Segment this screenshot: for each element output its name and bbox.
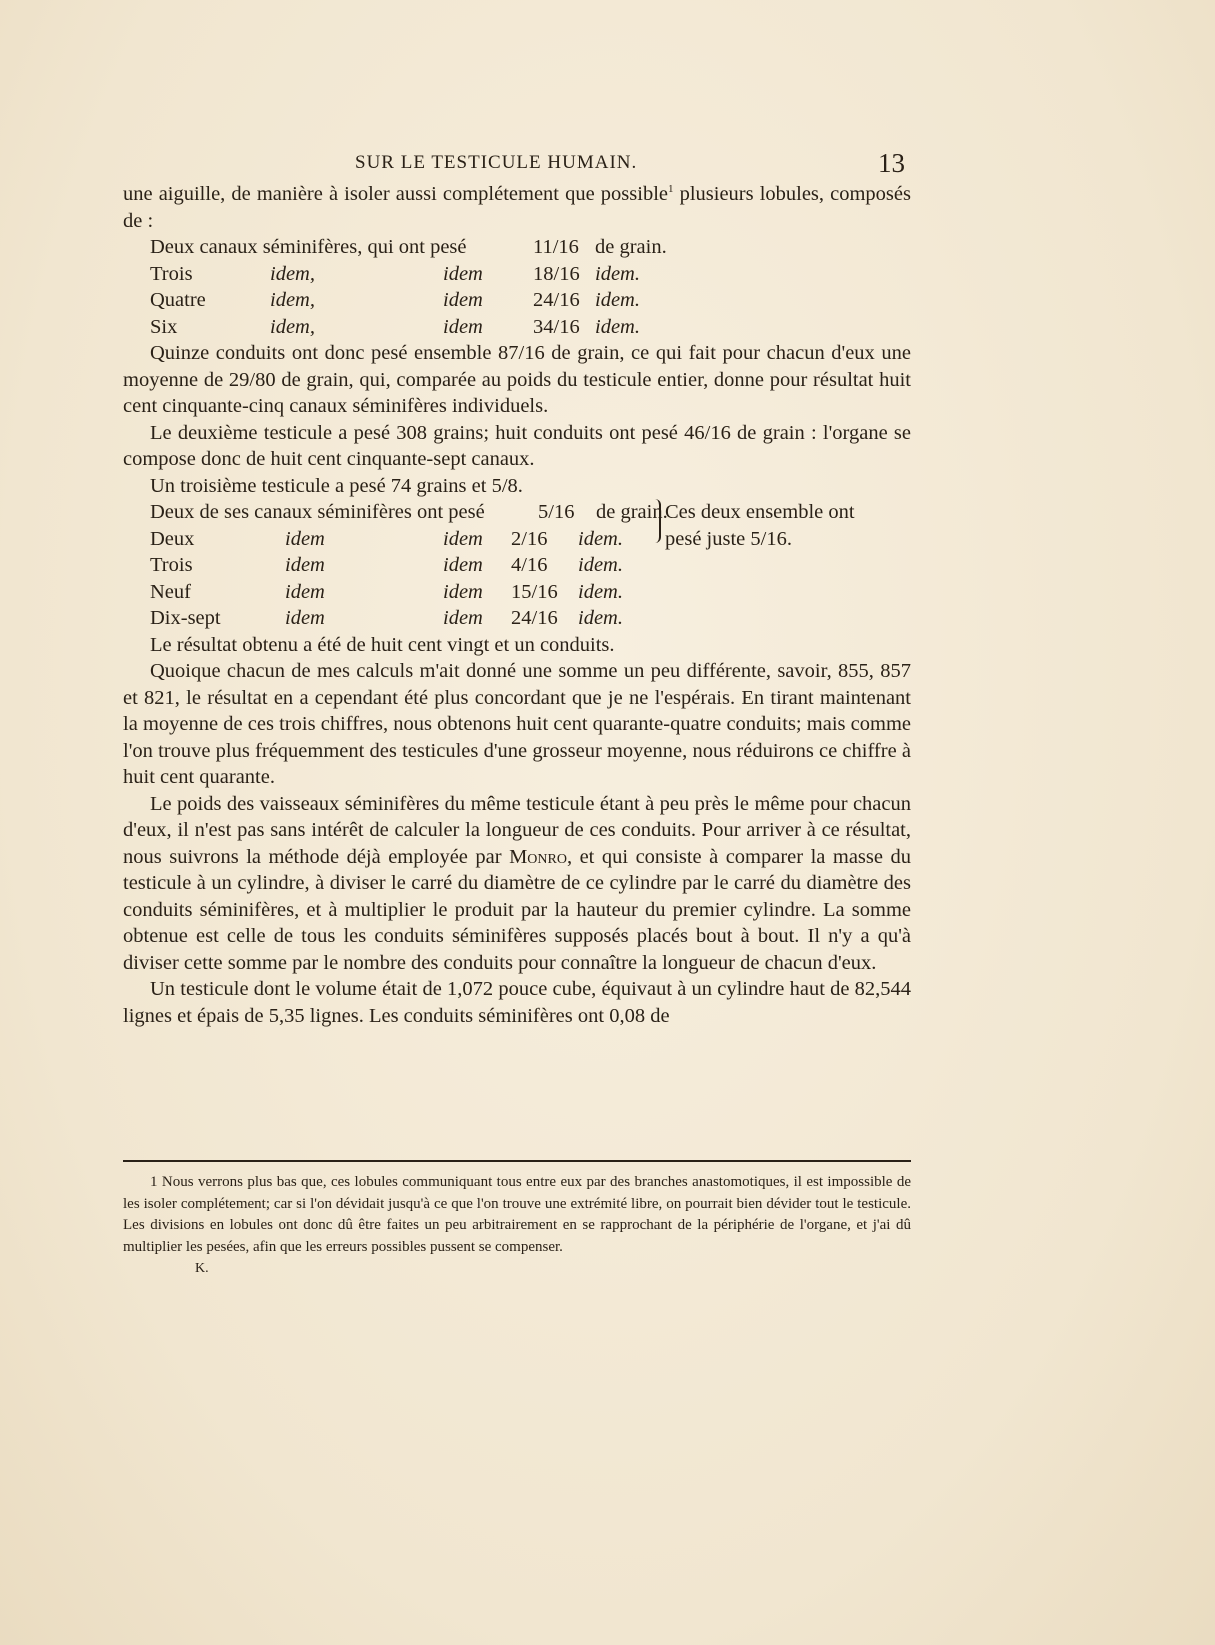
table-cell: idem. bbox=[595, 262, 640, 285]
table-row bbox=[123, 526, 911, 553]
table-cell: 34/16 bbox=[533, 315, 580, 338]
table-row bbox=[123, 314, 911, 341]
paragraph-text: plusieurs lobules, composés de : bbox=[123, 183, 911, 232]
table-cell: idem bbox=[285, 527, 325, 550]
table-cell: idem bbox=[443, 289, 483, 311]
weights-table-2 bbox=[123, 499, 911, 632]
table-cell: idem, bbox=[270, 262, 315, 285]
table-cell: 24/16 bbox=[511, 607, 558, 629]
table-row bbox=[123, 499, 911, 526]
footnote-rule bbox=[123, 1160, 911, 1162]
table-row bbox=[123, 579, 911, 606]
paragraph: Un troisième testicule a pesé 74 grains et 5/8. bbox=[150, 474, 523, 497]
table-cell: 15/16 bbox=[511, 580, 558, 603]
page-header bbox=[0, 148, 1215, 178]
footnote-text: Nous verrons plus bas que, ces lobules communiquant tous entre eux par des branches anastomotiques, il est impossible de les isoler complétement; car si l'on dévidait jusqu'à ce que l'on trouve une extrémité libre, on pourrait bien dévider tout le testicule. Les divisions en lobules ont donc dû être faites un peu arbitrairement en se rapprochant de la périphérie de l'organe, et j'ai dû multiplier les pesées, afin que les erreurs possibles pussent se compenser. bbox=[123, 1174, 911, 1255]
page-number: 13 bbox=[878, 148, 905, 178]
footnotes bbox=[123, 1172, 911, 1280]
table-cell: 5/16 bbox=[538, 501, 575, 523]
table-cell: Trois bbox=[150, 262, 193, 285]
table-cell: Neuf bbox=[150, 580, 191, 603]
paragraph-text: une aiguille, de manière à isoler aussi complétement que possible bbox=[123, 183, 668, 205]
table-cell: Trois bbox=[150, 554, 193, 576]
table-row bbox=[123, 261, 911, 288]
table-cell: idem bbox=[443, 527, 483, 550]
table-cell: idem. bbox=[578, 554, 623, 576]
table-cell: 4/16 bbox=[511, 554, 548, 576]
table-cell: de grain. bbox=[596, 501, 668, 523]
table-row bbox=[123, 287, 911, 314]
table-cell: Deux bbox=[150, 527, 195, 550]
paragraph-text: Le poids des vaisseaux séminifères du même testicule étant à peu près le même pour chacun d'eux, il n'est pas sans intérêt de calculer la longueur de ces conduits. Pour arriver à ce résultat, nous suivrons la méthode déjà employée par bbox=[123, 792, 911, 868]
table-cell: idem. bbox=[578, 607, 623, 629]
footnote-marker: 1 bbox=[150, 1174, 158, 1190]
author-name: Monro bbox=[509, 845, 567, 868]
table-cell: idem. bbox=[578, 527, 623, 550]
footnote-signature: K. bbox=[195, 1261, 209, 1276]
table-cell: idem bbox=[443, 607, 483, 629]
table-cell: idem. bbox=[578, 580, 623, 603]
table-row bbox=[123, 552, 911, 579]
table-cell: 2/16 bbox=[511, 527, 548, 550]
body-text bbox=[123, 181, 911, 1029]
paragraph: Quinze conduits ont donc pesé ensemble 87/16 de grain, ce qui fait pour chacun d'eux une moyenne de 29/80 de grain, qui, comparée au poids du testicule entier, donne pour résultat huit cent cinquante-cinq canaux séminifères individuels. bbox=[123, 342, 911, 417]
paragraph bbox=[123, 181, 911, 234]
table-cell: 18/16 bbox=[533, 262, 580, 285]
table-cell: Quatre bbox=[150, 289, 206, 311]
table-cell: idem. bbox=[595, 315, 640, 338]
table-row bbox=[123, 234, 911, 261]
table-note: Ces deux ensemble ont bbox=[665, 501, 855, 523]
table-cell: Deux canaux séminifères, qui ont pesé bbox=[150, 236, 467, 258]
paragraph: Le résultat obtenu a été de huit cent vingt et un conduits. bbox=[150, 633, 615, 656]
running-title: SUR LE TESTICULE HUMAIN. bbox=[355, 152, 638, 173]
footnote-ref: 1 bbox=[667, 183, 674, 196]
table-cell: idem bbox=[285, 607, 325, 629]
table-cell: 11/16 bbox=[533, 236, 579, 258]
weights-table-1 bbox=[123, 234, 911, 340]
footnote bbox=[123, 1172, 911, 1258]
table-cell: idem bbox=[285, 580, 325, 603]
table-cell: 24/16 bbox=[533, 289, 580, 311]
paragraph bbox=[123, 791, 911, 977]
table-cell: Dix-sept bbox=[150, 607, 221, 629]
table-cell: idem. bbox=[595, 289, 640, 311]
table-cell: Six bbox=[150, 315, 178, 338]
table-cell: idem bbox=[443, 554, 483, 576]
table-cell: idem bbox=[443, 315, 483, 338]
paragraph: Quoique chacun de mes calculs m'ait donné une somme un peu différente, savoir, 855, 857 et 821, le résultat en a cependant été plus concordant que je ne l'espérais. En tirant maintenant la moyenne de ces trois chiffres, nous obtenons huit cent quarante-quatre conduits; mais comme l'on trouve plus fréquemment des testicules d'une grosseur moyenne, nous réduirons ce chiffre à huit cent quarante. bbox=[123, 660, 911, 788]
paragraph: Un testicule dont le volume était de 1,072 pouce cube, équivaut à un cylindre haut de 82,544 lignes et épais de 5,35 lignes. Les conduits séminifères ont 0,08 de bbox=[123, 978, 911, 1027]
table-row bbox=[123, 605, 911, 632]
table-cell: Deux de ses canaux séminifères ont pesé bbox=[150, 501, 485, 523]
table-cell: idem, bbox=[270, 315, 315, 338]
table-cell: idem bbox=[443, 580, 483, 603]
table-cell: idem, bbox=[270, 289, 315, 311]
table-cell: idem bbox=[443, 262, 483, 285]
table-cell: idem bbox=[285, 554, 325, 576]
paragraph: Le deuxième testicule a pesé 308 grains; huit conduits ont pesé 46/16 de grain : l'organe se compose donc de huit cent cinquante-sept canaux. bbox=[123, 421, 911, 470]
table-cell: de grain. bbox=[595, 236, 667, 258]
table-note: pesé juste 5/16. bbox=[665, 527, 792, 550]
paragraph-text: , et qui consiste à comparer la masse du testicule à un cylindre, à diviser le carré du diamètre de ce cylindre par le carré du diamètre des conduits séminifères, et à multiplier le produit par la hauteur du premier cylindre. La somme obtenue est celle de tous les conduits séminifères supposés placés bout à bout. Il n'y a qu'à diviser cette somme par le nombre des conduits pour connaître la longueur de chacun d'eux. bbox=[123, 845, 911, 974]
